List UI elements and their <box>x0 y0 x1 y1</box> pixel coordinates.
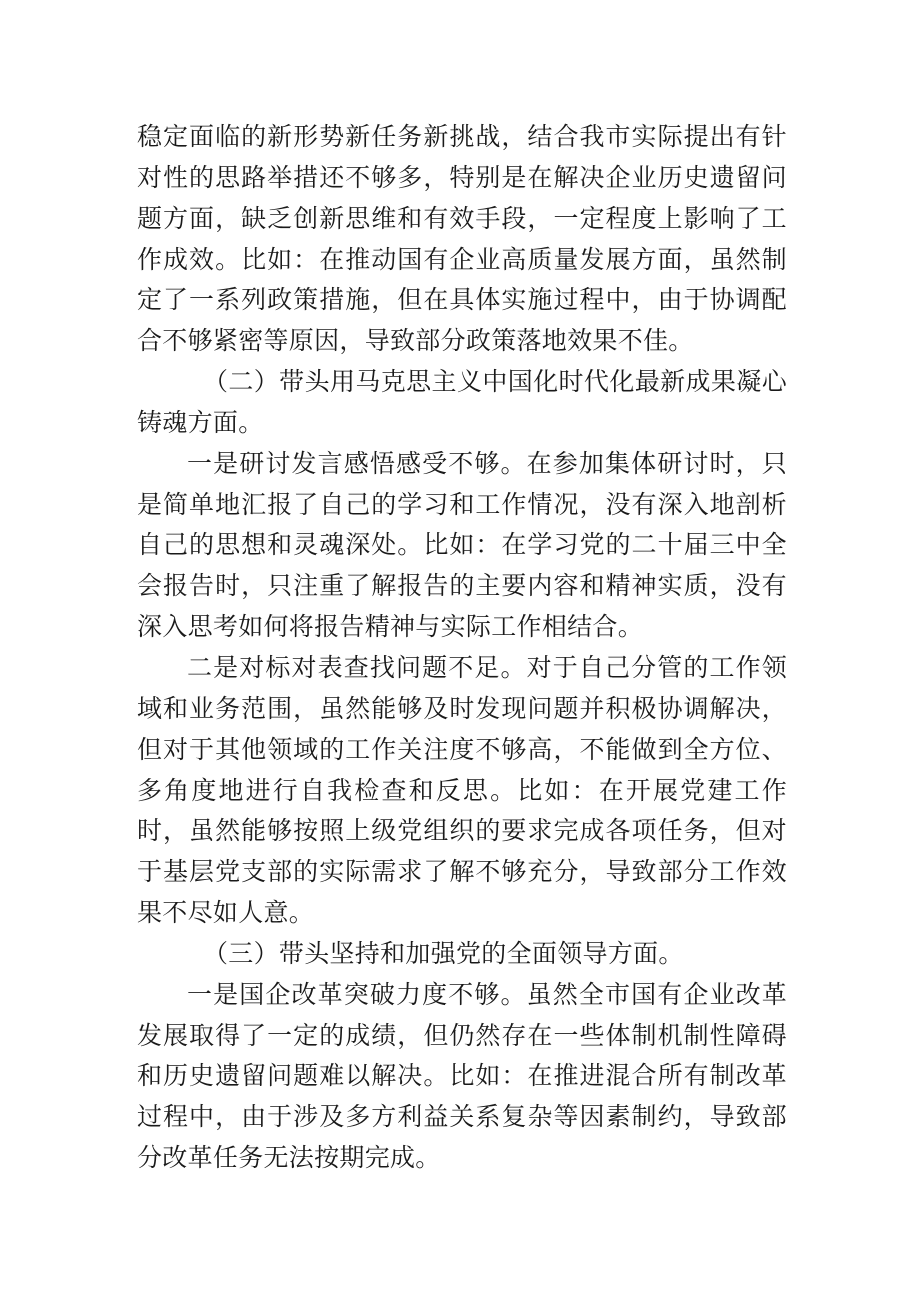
section-heading-2: （二）带头用马克思主义中国化时代化最新成果凝心铸魂方面。 <box>137 367 787 437</box>
paragraph-continuation: 稳定面临的新形势新任务新挑战，结合我市实际提出有针对性的思路举措还不够多，特别是在解决企业历史遗留问题方面，缺乏创新思维和有效手段，一定程度上影响了工作成效。比如：在推动国有企业高质量发展方面，虽然制定了一系列政策措施，但在具体实施过程中，由于协调配合不够紧密等原因，导致部分政策落地效果不佳。 <box>137 122 787 356</box>
paragraph-2-1: 一是研讨发言感悟感受不够。在参加集体研讨时，只是简单地汇报了自己的学习和工作情况，没有深入地剖析自己的思想和灵魂深处。比如：在学习党的二十届三中全会报告时，只注重了解报告的主要内容和精神实质，没有深入思考如何将报告精神与实际工作相结合。 <box>137 448 787 642</box>
document-body <box>137 117 787 1179</box>
paragraph-2-2: 二是对标对表查找问题不足。对于自己分管的工作领域和业务范围，虽然能够及时发现问题并积极协调解决，但对于其他领域的工作关注度不够高，不能做到全方位、多角度地进行自我检查和反思。比如：在开展党建工作时，虽然能够按照上级党组织的要求完成各项任务，但对于基层党支部的实际需求了解不够充分，导致部分工作效果不尽如人意。 <box>137 652 787 928</box>
section-heading-3: （三）带头坚持和加强党的全面领导方面。 <box>203 938 684 968</box>
paragraph-3-1: 一是国企改革突破力度不够。虽然全市国有企业改革发展取得了一定的成绩，但仍然存在一些体制机制性障碍和历史遗留问题难以解决。比如：在推进混合所有制改革过程中，由于涉及多方利益关系复杂等因素制约，导致部分改革任务无法按期完成。 <box>137 979 787 1173</box>
